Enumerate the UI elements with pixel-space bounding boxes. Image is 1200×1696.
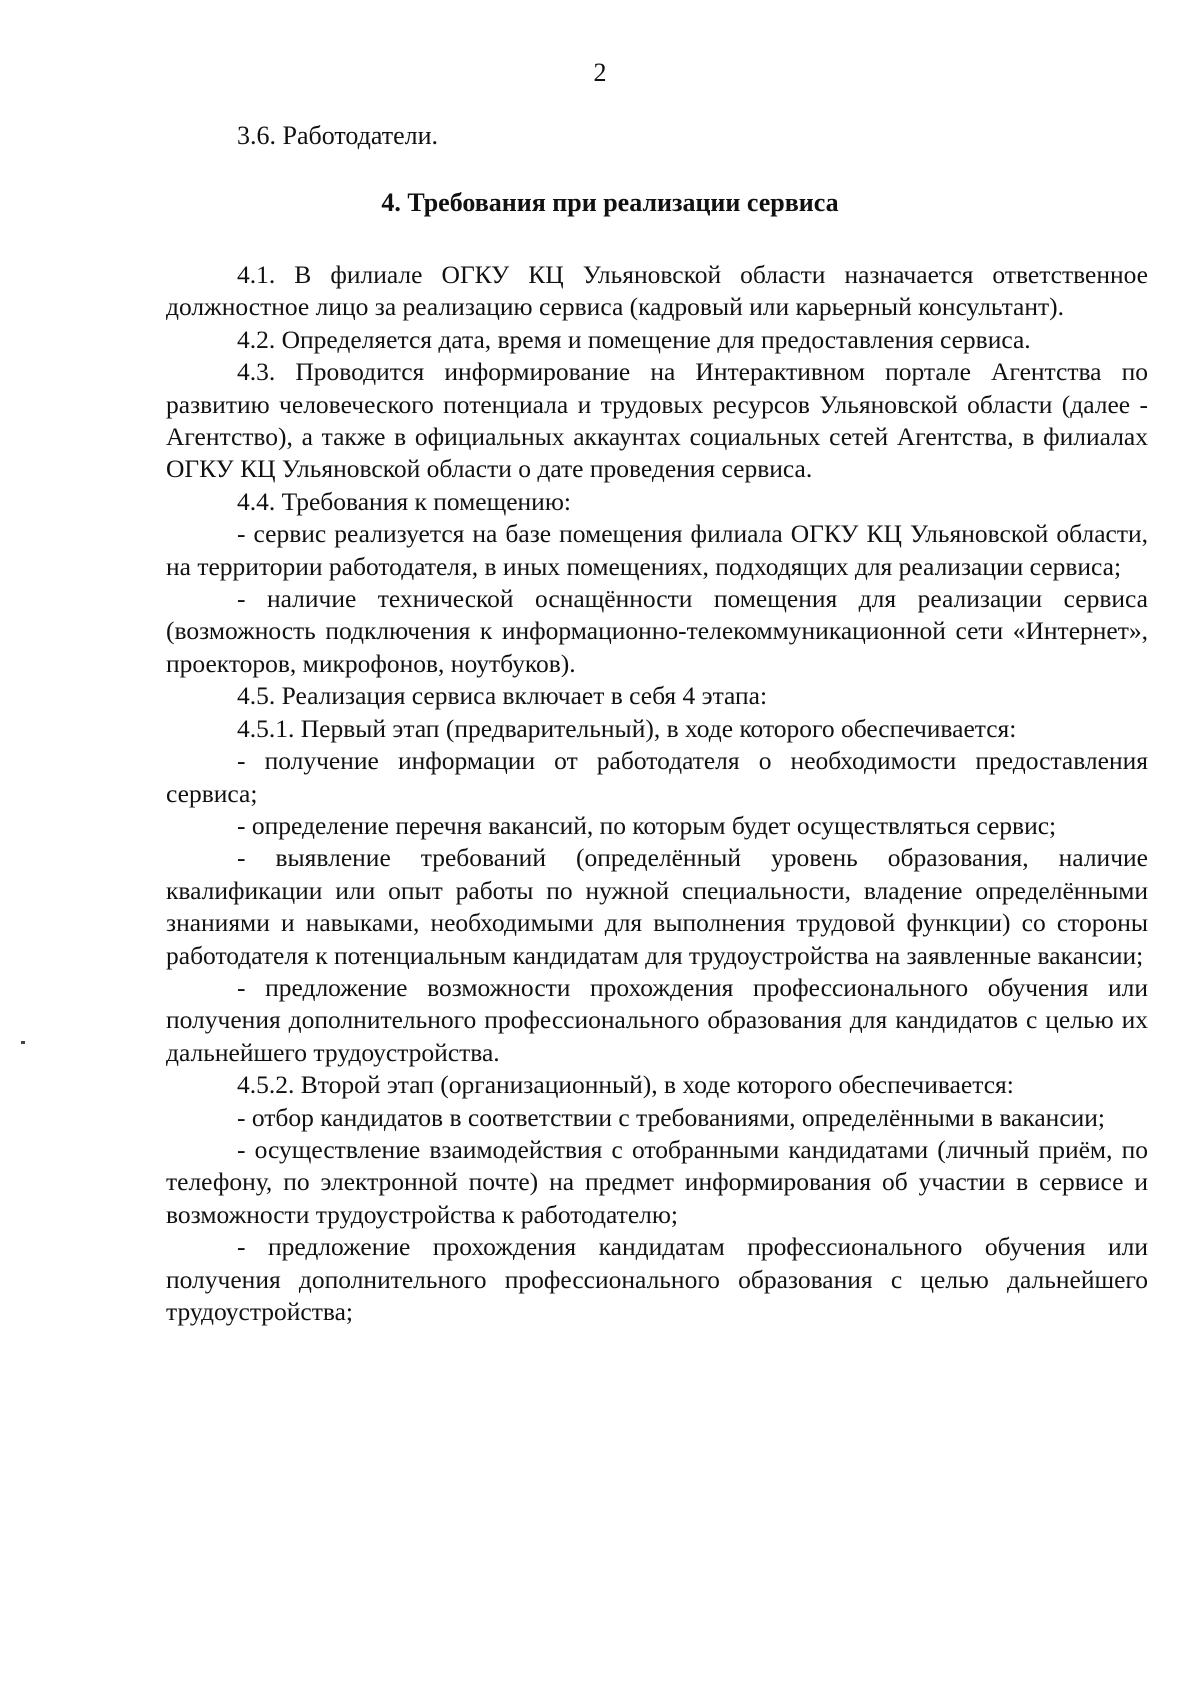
paragraph-4-5-2: 4.5.2. Второй этап (организационный), в ходе которого обеспечивается: xyxy=(237,1070,1014,1100)
paragraph-4-2: 4.2. Определяется дата, время и помещение для предоставления сервиса. xyxy=(237,324,1031,354)
list-item: - наличие технической оснащённости помещения для реализации сервиса (возможность подключения к информационно-телекоммуникационной сети «Интернет», проекторов, микрофонов, ноутбуков). xyxy=(166,584,1148,678)
list-item: - получение информации от работодателя о необходимости предоставления сервиса; xyxy=(166,746,1148,808)
paragraph-4-5-1: 4.5.1. Первый этап (предварительный), в ходе которого обеспечивается: xyxy=(237,713,1017,743)
paragraph-4-5: 4.5. Реализация сервиса включает в себя 4 этапа: xyxy=(237,681,768,711)
list-item: - предложение возможности прохождения профессионального обучения или получения дополнительного профессионального образования для кандидатов с целью их дальнейшего трудоустройства. xyxy=(166,972,1148,1067)
list-item: - предложение прохождения кандидатам профессионального обучения или получения дополнительного профессионального образования с целью дальнейшего трудоустройства; xyxy=(166,1232,1148,1326)
list-item: - отбор кандидатов в соответствии с требованиями, определёнными в вакансии; xyxy=(237,1102,1106,1132)
paragraph-4-1: 4.1. В филиале ОГКУ КЦ Ульяновской области назначается ответственное должностное лицо за реализацию сервиса (кадровый или карьерный консультант). xyxy=(166,260,1148,322)
page-number: 2 xyxy=(593,58,607,87)
paragraph-4-4: 4.4. Требования к помещению: xyxy=(237,486,571,516)
item-3-6-employers: 3.6. Работодатели. xyxy=(237,121,439,150)
section-title: 4. Требования при реализации сервиса xyxy=(381,188,839,217)
document-body xyxy=(166,259,1148,1328)
list-item: - определение перечня вакансий, по которым будет осуществляться сервис; xyxy=(237,810,1057,840)
list-item: - выявление требований (определённый уровень образования, наличие квалификации или опыт работы по нужной специальности, владение определёнными знаниями и навыками, необходимыми для выполнения трудовой функции) со стороны работодателя к потенциальным кандидатам для трудоустройства на заявленные вакансии; xyxy=(166,843,1148,970)
scan-mark xyxy=(21,1041,25,1044)
paragraph-4-3: 4.3. Проводится информирование на Интерактивном портале Агентства по развитию человеческого потенциала и трудовых ресурсов Ульяновской области (далее - Агентство), а также в официальных аккаунтах социальных сетей Агентства, в филиалах ОГКУ КЦ Ульяновской области о дате проведения сервиса. xyxy=(166,357,1148,484)
list-item: - сервис реализуется на базе помещения филиала ОГКУ КЦ Ульяновской области, на территории работодателя, в иных помещениях, подходящих для реализации сервиса; xyxy=(166,519,1148,581)
list-item: - осуществление взаимодействия с отобранными кандидатами (личный приём, по телефону, по электронной почте) на предмет информирования об участии в сервисе и возможности трудоустройства к работодателю; xyxy=(166,1134,1148,1229)
